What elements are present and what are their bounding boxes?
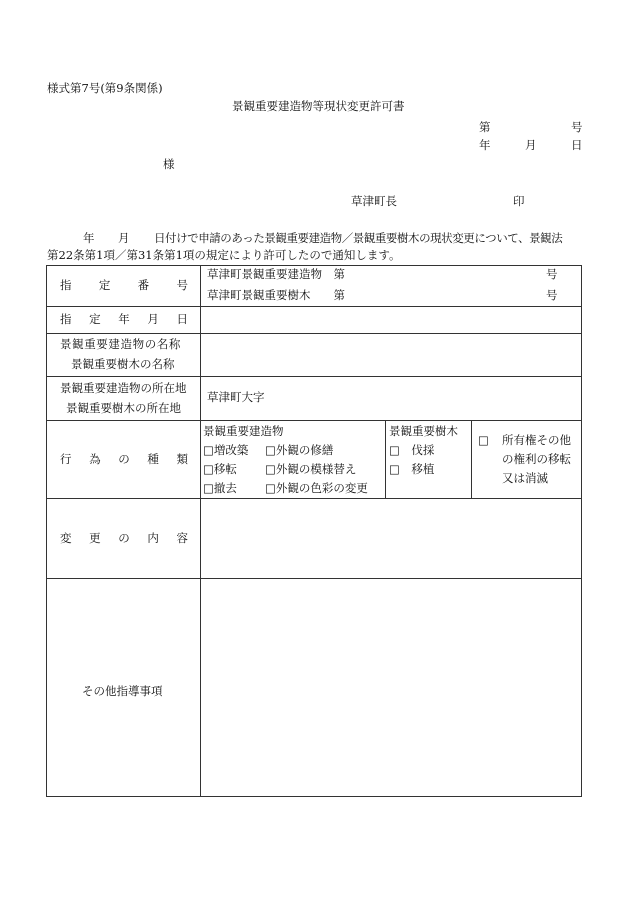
other-option-line3: 又は消滅: [502, 471, 548, 485]
building-option-color-change[interactable]: □外観の色彩の変更: [265, 481, 368, 495]
other-checkbox[interactable]: □: [478, 433, 489, 447]
label-char: 号: [176, 278, 188, 292]
date-day-label: 日: [571, 138, 583, 152]
label-char: 容: [176, 531, 188, 545]
label-column-divider: [200, 265, 201, 797]
label-char: 指: [60, 312, 72, 326]
building-option-remodel[interactable]: □外観の模様替え: [265, 462, 357, 476]
label-char: の: [118, 452, 130, 466]
row-divider: [46, 498, 582, 499]
label-char: 為: [89, 452, 101, 466]
label-char: 種: [147, 452, 159, 466]
label-char: 年: [118, 312, 130, 326]
form-id: 様式第7号(第9条関係): [47, 81, 163, 95]
label-char: 更: [89, 531, 101, 545]
building-number-prefix: 草津町景観重要建造物 第: [207, 267, 345, 281]
permit-table: [46, 265, 582, 797]
building-number-suffix: 号: [546, 267, 558, 281]
building-action-header: 景観重要建造物: [203, 424, 284, 438]
tree-option-transplant[interactable]: □ 移植: [389, 462, 435, 476]
building-option-relocation[interactable]: □移転: [203, 462, 237, 476]
building-option-repair[interactable]: □外観の修繕: [265, 443, 334, 457]
designation-date-label: [60, 310, 188, 329]
date-year-label: 年: [479, 138, 491, 152]
row-divider: [46, 420, 582, 421]
label-char: 日: [176, 312, 188, 326]
seal-mark: 印: [513, 194, 525, 208]
table-border-bottom: [46, 796, 582, 797]
body-month-label: 月: [118, 231, 130, 245]
building-option-removal[interactable]: □撤去: [203, 481, 237, 495]
other-option-line1: 所有権その他: [502, 433, 571, 447]
date-month-label: 月: [525, 138, 537, 152]
label-char: 行: [60, 452, 72, 466]
action-column-divider: [471, 420, 472, 498]
building-name-label: 景観重要建造物の名称: [60, 337, 181, 351]
tree-location-label: 景観重要樹木の所在地: [66, 401, 181, 415]
other-guidance-label: その他指導事項: [82, 684, 163, 698]
number-suffix: 号: [571, 120, 583, 134]
designation-number-label: [60, 276, 188, 295]
issuer-name: 草津町長: [351, 194, 397, 208]
label-char: 内: [147, 531, 159, 545]
tree-name-label: 景観重要樹木の名称: [71, 357, 175, 371]
tree-number-prefix: 草津町景観重要樹木 第: [207, 288, 345, 302]
building-location-label: 景観重要建造物の所在地: [60, 381, 187, 395]
label-char: 定: [98, 278, 111, 292]
table-border-left: [46, 265, 47, 797]
tree-option-felling[interactable]: □ 伐採: [389, 443, 435, 457]
location-value: 草津町大字: [207, 390, 265, 404]
label-char: 月: [147, 312, 159, 326]
label-char: 変: [60, 531, 72, 545]
label-char: 指: [60, 278, 72, 292]
body-text-line1: 日付けで申請のあった景観重要建造物／景観重要樹木の現状変更について、景観法: [154, 231, 563, 245]
table-border-right: [581, 265, 582, 797]
action-column-divider: [385, 420, 386, 498]
row-divider: [46, 306, 582, 307]
number-prefix: 第: [479, 120, 491, 134]
label-char: 類: [176, 452, 188, 466]
body-year-label: 年: [83, 231, 95, 245]
label-char: 番: [137, 278, 150, 292]
label-char: 定: [89, 312, 101, 326]
tree-number-suffix: 号: [546, 288, 558, 302]
other-option-line2: の権利の移転: [502, 452, 571, 466]
row-divider: [46, 376, 582, 377]
body-text-line2: 第22条第1項／第31条第1項の規定により許可したので通知します。: [47, 248, 401, 262]
change-content-label: [60, 529, 188, 548]
row-divider: [46, 578, 582, 579]
label-char: の: [118, 531, 130, 545]
action-type-label: [60, 450, 188, 469]
addressee-suffix: 様: [163, 157, 175, 171]
building-option-expansion[interactable]: □増改築: [203, 443, 249, 457]
tree-action-header: 景観重要樹木: [389, 424, 458, 438]
document-title: 景観重要建造物等現状変更許可書: [232, 99, 405, 113]
row-divider: [46, 333, 582, 334]
